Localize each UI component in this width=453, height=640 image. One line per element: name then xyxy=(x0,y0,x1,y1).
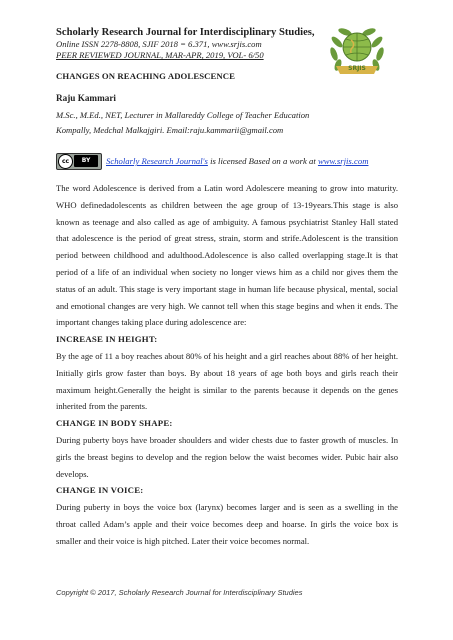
author-affiliation xyxy=(56,108,416,138)
cc-icon: cc xyxy=(58,154,73,169)
affiliation-line-1: M.Sc., M.Ed., NET, Lecturer in Mallareddy College of Teacher Education xyxy=(56,110,310,120)
license-text xyxy=(106,156,368,166)
by-icon: BY xyxy=(74,155,98,167)
body-shape-paragraph: During puberty boys have broader shoulders and wider chests due to faster growth of muscles. In girls the breast begins to develop and the region below the waist becomes wider. Pubic hair also develops. xyxy=(56,434,398,479)
journal-url-link[interactable]: www.srjis.com xyxy=(317,156,369,166)
journal-title: Scholarly Research Journal for Interdisciplinary Studies, xyxy=(56,27,315,38)
journal-header xyxy=(56,26,316,61)
body-shape-heading: CHANGE IN BODY SHAPE: xyxy=(56,418,173,429)
article-body xyxy=(56,180,398,550)
license-middle-text: is licensed Based on a work at xyxy=(207,156,318,166)
article-title: CHANGES ON REACHING ADOLESCENCE xyxy=(56,71,236,81)
journal-logo xyxy=(326,20,388,82)
voice-paragraph: During puberty in boys the voice box (larynx) becomes larger and is seen as a swelling in the throat called Adam’s apple and their voice becomes deep and hoarse. In girls the voice box is smaller and their voice is high pitched. Later their voice becomes normal. xyxy=(56,502,398,546)
peer-review-line: PEER REVIEWED JOURNAL, MAR-APR, 2019, VOL- 6/50 xyxy=(56,50,264,60)
intro-paragraph: The word Adolescence is derived from a Latin word Adolescere meaning to grow into maturity. WHO definedadolescents as children between the age group of 13-19years.This stage is also known as teenage and also called as age of ambiguity. A famous psychiatrist Stanley Hall stated that adolescence is the period of great stress, strain, storm and strife.Adolescent is the transition period between childhood and adulthood.Adolescence is also called overlapping stage.It is that period of a life of an individual when society no longer views him as a child nor gives them the status of an adult. This stage is very important stage in human life because physical, mental, social and emotional changes are very high. We cannot tell when this stage begins and when it ends. The important changes taking place during adolescence are: xyxy=(56,183,398,328)
height-heading: INCREASE IN HEIGHT: xyxy=(56,334,158,345)
voice-heading: CHANGE IN VOICE: xyxy=(56,485,144,496)
copyright-footer: Copyright © 2017, Scholarly Research Journal for Interdisciplinary Studies xyxy=(56,588,303,597)
logo-text: SRJIS xyxy=(348,65,366,72)
height-paragraph: By the age of 11 a boy reaches about 80% of his height and a girl reaches about 88% of her height. Initially girls grow faster than boys. By about 18 years of age both boys and girls reach their maximum height.Generally the height is similar to the parents because it depends on the genes inherited from the parents. xyxy=(56,350,398,412)
creative-commons-badge[interactable] xyxy=(56,153,102,170)
license-row xyxy=(56,152,368,170)
issn-line: Online ISSN 2278-8808, SJIF 2018 = 6.371, www.srjis.com xyxy=(56,39,262,49)
journal-license-link[interactable]: Scholarly Research Journal's xyxy=(106,156,208,166)
author-name: Raju Kammari xyxy=(56,93,116,103)
affiliation-line-2: Kompally, Medchal Malkajgiri. Email:raju.kammarii@gmail.com xyxy=(56,125,284,135)
